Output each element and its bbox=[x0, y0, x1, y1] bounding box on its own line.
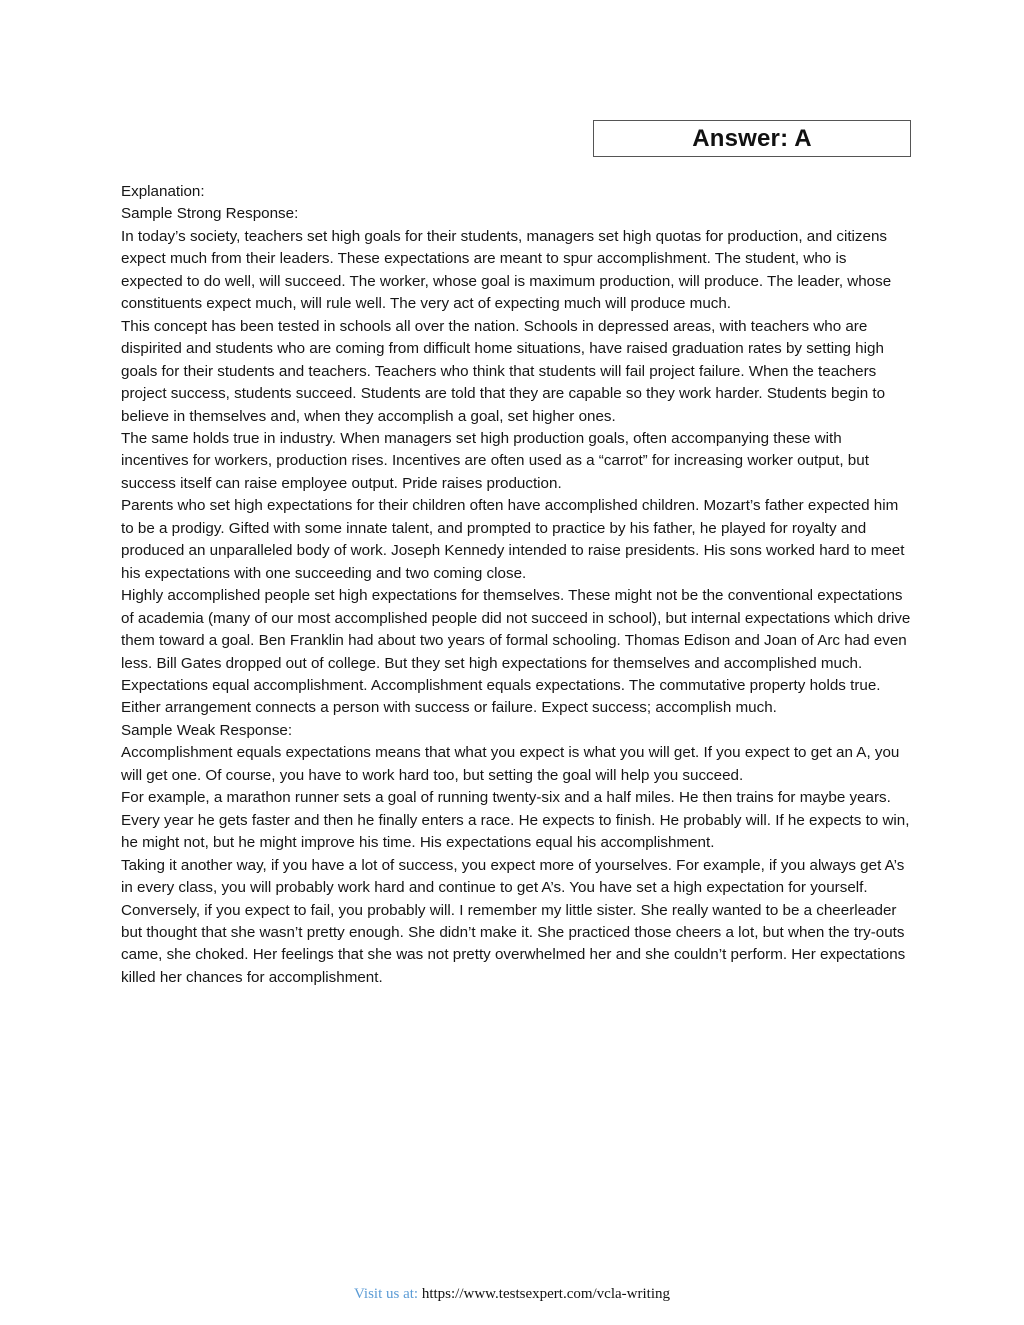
paragraph: Expectations equal accomplishment. Accomplishment equals expectations. The commutative property holds true. Either arrangement connects a person with success or failure. Expect success; accomplish much. bbox=[121, 676, 881, 717]
paragraph: Highly accomplished people set high expectations for themselves. These might not be the conventional expectations of academia (many of our most accomplished people did not succeed in school), but internal expectations which drive them toward a goal. Ben Franklin had about two years of formal schooling. Thomas Edison and Joan of Arc had even less. Bill Gates dropped out of college. But they set high expectations for themselves and accomplished much. bbox=[121, 587, 911, 672]
weak-response-heading: Sample Weak Response: bbox=[121, 721, 293, 739]
footer-label: Visit us at: bbox=[353, 1286, 419, 1302]
paragraph: This concept has been tested in schools all over the nation. Schools in depressed areas, with teachers who are dispirited and students who are coming from difficult home situations, have raised graduation rates by setting high goals for their students and teachers. Teachers who think that students will fail project failure. When the teachers project success, students succeed. Students are told that they are capable so they work harder. Students begin to believe in themselves and, when they accomplish a goal, set higher ones. bbox=[121, 317, 886, 425]
paragraph: The same holds true in industry. When managers set high production goals, often accompanying these with incentives for workers, production rises. Incentives are often used as a “carrot” for increasing worker output, but success itself can raise employee output. Pride raises production. bbox=[121, 429, 869, 492]
strong-response-heading: Sample Strong Response: bbox=[121, 205, 299, 223]
paragraph: Parents who set high expectations for their children often have accomplished children. Mozart’s father expected him to be a prodigy. Gifted with some innate talent, and prompted to practice by his father, he played for royalty and produced an unparalleled body of work. Joseph Kennedy intended to raise presidents. His sons worked hard to meet his expectations with one succeeding and two coming close. bbox=[121, 497, 905, 582]
answer-label: Answer: A bbox=[692, 124, 812, 152]
paragraph: In today’s society, teachers set high goals for their students, managers set high quotas for production, and citizens expect much from their leaders. These expectations are meant to spur accomplishment. The student, who is expected to do well, will succeed. The worker, whose goal is maximum production, will produce. The leader, whose constituents expect much, will rule well. The very act of expecting much will produce much. bbox=[121, 227, 892, 313]
paragraph: Conversely, if you expect to fail, you probably will. I remember my little sister. She really wanted to be a cheerleader but thought that she wasn’t pretty enough. She didn’t make it. She practiced those cheers a lot, but when the try-outs came, she choked. Her feelings that she was not pretty overwhelmed her and she couldn’t perform. Her expectations killed her chances for accomplishment. bbox=[121, 901, 906, 986]
answer-box bbox=[593, 120, 911, 157]
page-footer bbox=[0, 1284, 1024, 1304]
footer-url-link[interactable]: https://www.testsexpert.com/vcla-writing bbox=[421, 1286, 670, 1302]
explanation-heading: Explanation: bbox=[121, 183, 205, 200]
paragraph: For example, a marathon runner sets a goal of running twenty-six and a half miles. He then trains for maybe years. Every year he gets faster and then he finally enters a race. He expects to finish. He probably will. If he expects to win, he might not, but he might improve his time. His expectations equal his accomplishment. bbox=[121, 789, 910, 852]
paragraph: Taking it another way, if you have a lot of success, you expect more of yourselves. For example, if you always get A’s in every class, you will probably work hard and continue to get A’s. You have set a high expectation for yourself. bbox=[121, 856, 905, 897]
paragraph: Accomplishment equals expectations means that what you expect is what you will get. If you expect to get an A, you will get one. Of course, you have to work hard too, but setting the goal will help you succeed. bbox=[121, 744, 900, 784]
explanation-body bbox=[121, 181, 911, 989]
